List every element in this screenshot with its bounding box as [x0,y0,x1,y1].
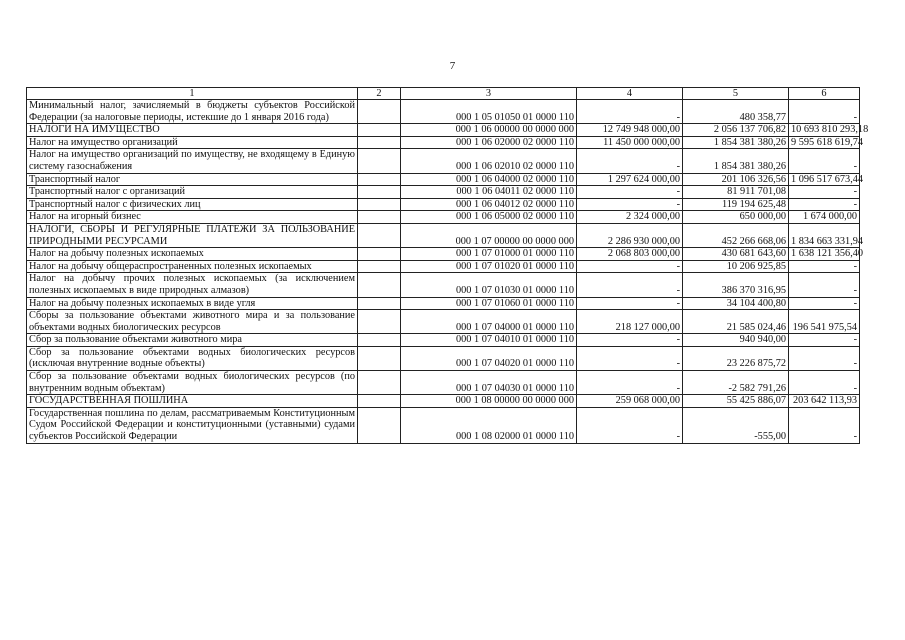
row-code: 000 1 06 04000 02 0000 110 [401,173,577,186]
table-row [27,346,860,370]
row-prev: 1 834 663 331,94 [789,223,860,247]
row-fact: -555,00 [683,407,789,443]
row-plan: - [577,346,683,370]
row-prev: 1 096 517 673,44 [789,173,860,186]
column-header: 4 [577,88,683,100]
row-code: 000 1 08 02000 01 0000 110 [401,407,577,443]
row-plan: - [577,297,683,310]
table-row [27,211,860,224]
row-prev: 1 638 121 356,40 [789,248,860,261]
row-code: 000 1 06 04011 02 0000 110 [401,186,577,199]
row-code: 000 1 07 00000 00 0000 000 [401,223,577,247]
row-fact: 386 370 316,95 [683,273,789,297]
row-plan: - [577,149,683,173]
row-prev: - [789,149,860,173]
row-code: 000 1 06 02010 02 0000 110 [401,149,577,173]
column-header: 5 [683,88,789,100]
row-fact: 119 194 625,48 [683,198,789,211]
row-name: Налог на добычу общераспространенных полезных ископаемых [27,260,358,273]
row-fact: 940 940,00 [683,334,789,347]
row-fact: 1 854 381 380,26 [683,149,789,173]
row-plan: 1 297 624 000,00 [577,173,683,186]
row-plan: 12 749 948 000,00 [577,124,683,137]
column-header: 1 [27,88,358,100]
column-header: 3 [401,88,577,100]
row-fact: 650 000,00 [683,211,789,224]
row-plan: 2 324 000,00 [577,211,683,224]
row-prev: 9 595 618 619,74 [789,136,860,149]
row-code: 000 1 07 04020 01 0000 110 [401,346,577,370]
row-name: Транспортный налог с физических лиц [27,198,358,211]
row-code: 000 1 07 01020 01 0000 110 [401,260,577,273]
table-row [27,334,860,347]
table-row [27,297,860,310]
row-name: Налог на добычу полезных ископаемых [27,248,358,261]
row-plan: 218 127 000,00 [577,310,683,334]
row-code: 000 1 07 01000 01 0000 110 [401,248,577,261]
row-plan: - [577,407,683,443]
row-prev: - [789,273,860,297]
row-prev: - [789,100,860,124]
row-fact: 1 854 381 380,26 [683,136,789,149]
row-name: Сбор за пользование объектами водных биологических ресурсов (по внутренним водным объектам) [27,371,358,395]
row-plan: - [577,260,683,273]
row-fact: -2 582 791,26 [683,371,789,395]
table-row [27,149,860,173]
row-prev: - [789,407,860,443]
row-prev: - [789,297,860,310]
table-row [27,124,860,137]
table-row [27,186,860,199]
row-fact: 81 911 701,08 [683,186,789,199]
row-plan: - [577,198,683,211]
row-prev: - [789,186,860,199]
row-fact: 10 206 925,85 [683,260,789,273]
row-name: Сборы за пользование объектами животного мира и за пользование объектами водных биологических ресурсов [27,310,358,334]
row-prev: - [789,346,860,370]
row-prev: 196 541 975,54 [789,310,860,334]
budget-table [26,87,869,444]
row-name: Налог на имущество организаций по имуществу, не входящему в Единую систему газоснабжения [27,149,358,173]
row-name: Налог на имущество организаций [27,136,358,149]
row-fact: 480 358,77 [683,100,789,124]
row-plan: - [577,371,683,395]
row-prev: - [789,371,860,395]
row-plan: 259 068 000,00 [577,395,683,408]
row-name: НАЛОГИ НА ИМУЩЕСТВО [27,124,358,137]
row-code: 000 1 07 01030 01 0000 110 [401,273,577,297]
row-name: Транспортный налог [27,173,358,186]
table-row [27,173,860,186]
table-row [27,248,860,261]
row-fact: 23 226 875,72 [683,346,789,370]
row-fact: 452 266 668,06 [683,223,789,247]
row-prev: - [789,260,860,273]
column-header: 6 [789,88,860,100]
table-row [27,198,860,211]
table-row [27,100,860,124]
table-row [27,407,860,443]
row-fact: 2 056 137 706,82 [683,124,789,137]
column-header: 2 [358,88,401,100]
row-name: НАЛОГИ, СБОРЫ И РЕГУЛЯРНЫЕ ПЛАТЕЖИ ЗА ПОЛЬЗОВАНИЕ ПРИРОДНЫМИ РЕСУРСАМИ [27,223,358,247]
row-name: ГОСУДАРСТВЕННАЯ ПОШЛИНА [27,395,358,408]
row-name: Государственная пошлина по делам, рассматриваемым Конституционным Судом Российской Федерации и конституционными (уставными) судами субъектов Российской Федерации [27,407,358,443]
row-plan: - [577,273,683,297]
row-name: Налог на добычу прочих полезных ископаемых (за исключением полезных ископаемых в виде природных алмазов) [27,273,358,297]
row-prev: 203 642 113,93 [789,395,860,408]
row-plan: - [577,186,683,199]
row-plan: 2 286 930 000,00 [577,223,683,247]
row-code: 000 1 08 00000 00 0000 000 [401,395,577,408]
table-row [27,273,860,297]
row-name: Налог на игорный бизнес [27,211,358,224]
row-plan: - [577,334,683,347]
row-code: 000 1 06 02000 02 0000 110 [401,136,577,149]
row-code: 000 1 07 01060 01 0000 110 [401,297,577,310]
table-row [27,371,860,395]
row-code: 000 1 07 04000 01 0000 110 [401,310,577,334]
row-prev: 1 674 000,00 [789,211,860,224]
table-row [27,310,860,334]
table-row [27,395,860,408]
row-name: Сбор за пользование объектами водных биологических ресурсов (исключая внутренние водные объекты) [27,346,358,370]
row-fact: 34 104 400,80 [683,297,789,310]
row-plan: 2 068 803 000,00 [577,248,683,261]
row-fact: 55 425 886,07 [683,395,789,408]
row-fact: 201 106 326,56 [683,173,789,186]
row-name: Налог на добычу полезных ископаемых в виде угля [27,297,358,310]
row-plan: - [577,100,683,124]
row-code: 000 1 07 04030 01 0000 110 [401,371,577,395]
row-prev: - [789,334,860,347]
row-plan: 11 450 000 000,00 [577,136,683,149]
table-row [27,136,860,149]
row-code: 000 1 06 05000 02 0000 110 [401,211,577,224]
row-name: Транспортный налог с организаций [27,186,358,199]
row-fact: 21 585 024,46 [683,310,789,334]
table-header-row [27,88,860,100]
row-prev: - [789,198,860,211]
row-code: 000 1 06 00000 00 0000 000 [401,124,577,137]
page-number: 7 [449,60,456,72]
row-name: Сбор за пользование объектами животного мира [27,334,358,347]
row-code: 000 1 07 04010 01 0000 110 [401,334,577,347]
table-row [27,260,860,273]
row-name: Минимальный налог, зачисляемый в бюджеты субъектов Российской Федерации (за налоговые периоды, истекшие до 1 января 2016 года) [27,100,358,124]
row-code: 000 1 05 01050 01 0000 110 [401,100,577,124]
row-prev: 10 693 810 293,18 [789,124,860,137]
row-fact: 430 681 643,60 [683,248,789,261]
table-row [27,223,860,247]
row-code: 000 1 06 04012 02 0000 110 [401,198,577,211]
